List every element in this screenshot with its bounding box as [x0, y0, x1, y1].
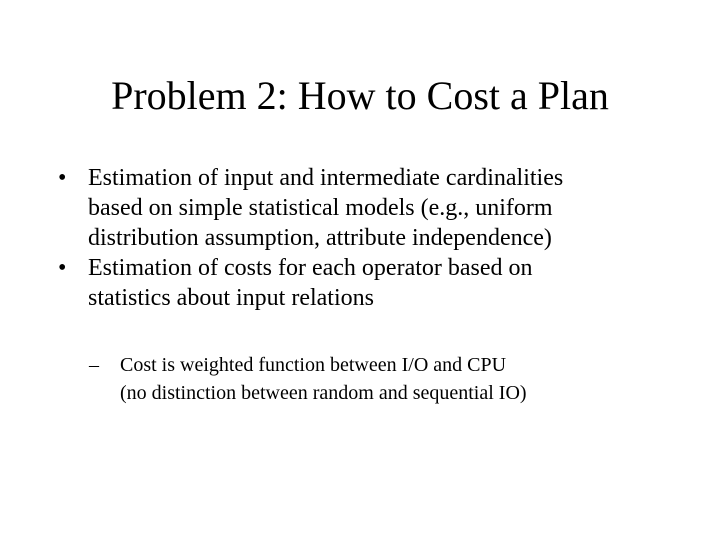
- bullet-marker: •: [58, 165, 67, 191]
- bullet-line: based on simple statistical models (e.g., uniform: [88, 195, 553, 221]
- bullet-marker: •: [58, 255, 67, 281]
- bullet-text: [88, 163, 696, 253]
- bullet-line: distribution assumption, attribute independence): [88, 225, 552, 251]
- bullet-list: [56, 163, 696, 313]
- bullet-item: [56, 253, 696, 313]
- bullet-line: statistics about input relations: [88, 285, 374, 311]
- subbullet-marker: –: [89, 354, 99, 376]
- subbullet-item: [87, 351, 716, 407]
- subbullet-list: [56, 351, 716, 407]
- subbullet-line: Cost is weighted function between I/O and CPU: [120, 354, 507, 376]
- bullet-line: Estimation of input and intermediate cardinalities: [88, 165, 564, 191]
- bullet-line: Estimation of costs for each operator based on: [88, 255, 533, 281]
- bullet-item: [56, 163, 696, 253]
- subbullet-line: (no distinction between random and sequential IO): [120, 382, 527, 404]
- bullet-text: [88, 253, 696, 313]
- slide-title: Problem 2: How to Cost a Plan: [111, 73, 609, 118]
